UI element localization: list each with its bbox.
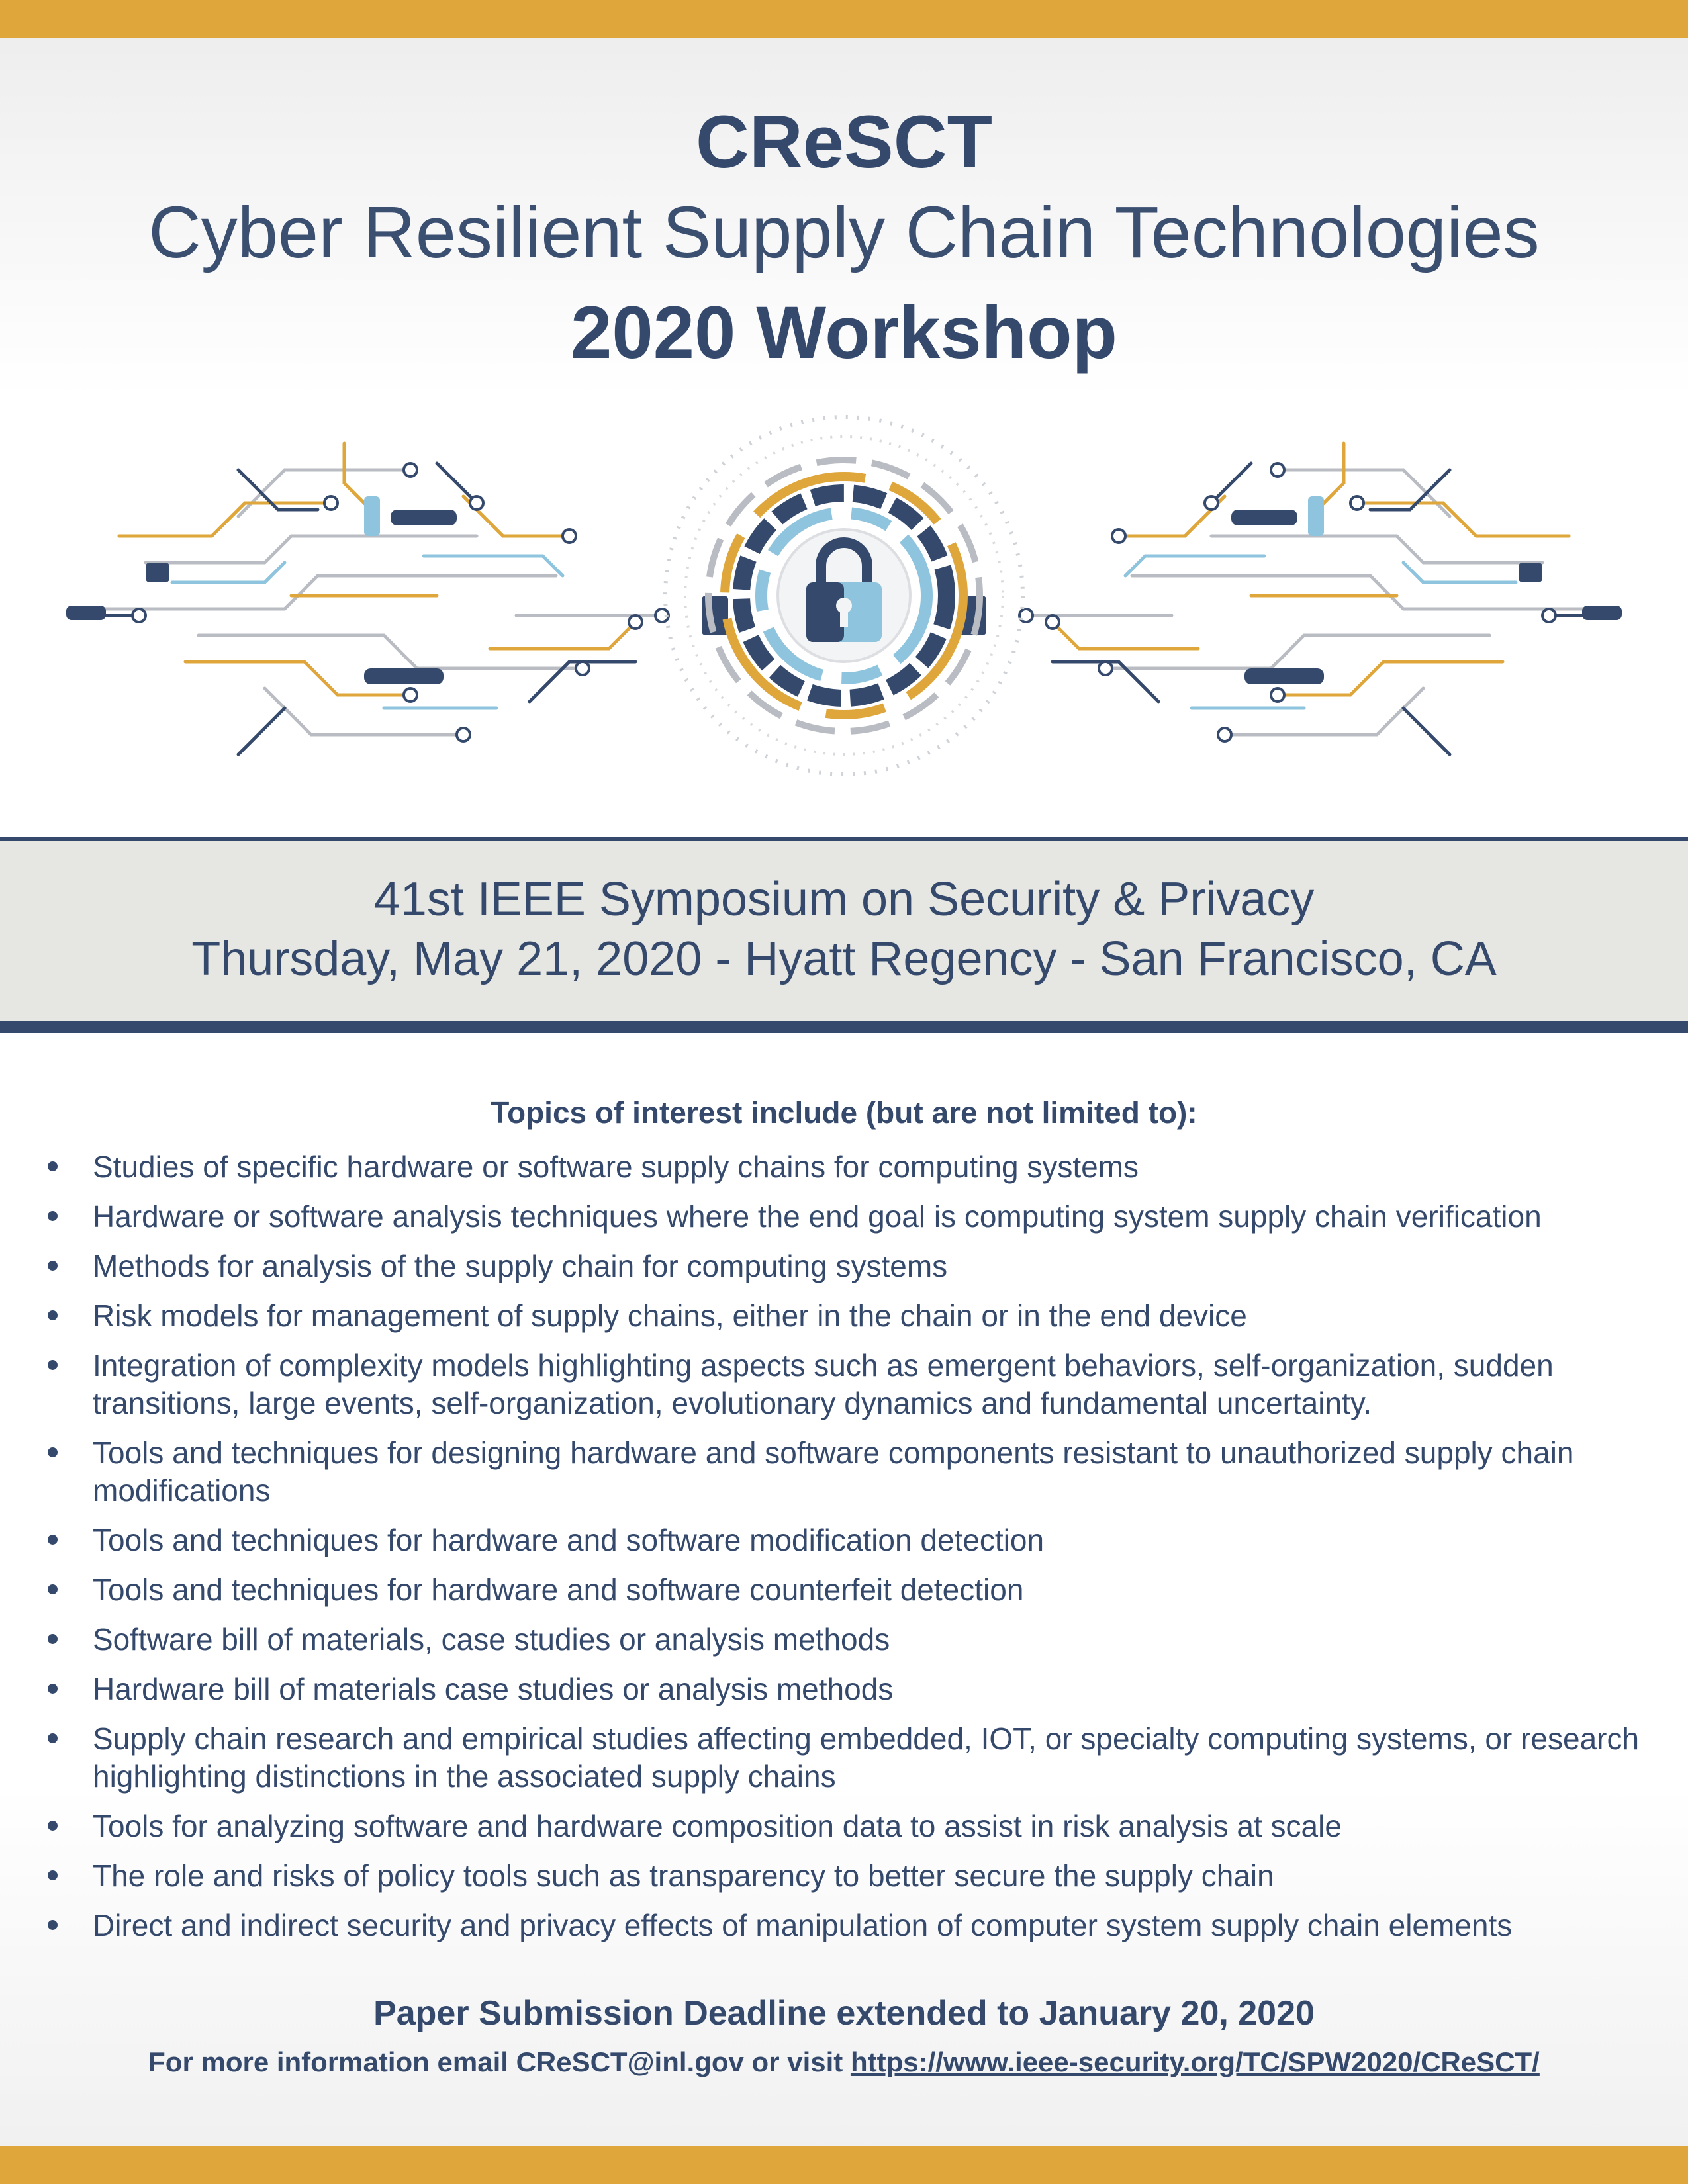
topic-text: Tools for analyzing software and hardware composition data to assist in risk analysis at scale [93, 1809, 1342, 1843]
bullet-icon [48, 1821, 58, 1831]
topic-text: Integration of complexity models highlighting aspects such as emergent behaviors, self-organization, sudden transitions, large events, self-organization, evolutionary dynamics and fundamental uncertainty. [93, 1348, 1554, 1420]
topic-text: Tools and techniques for hardware and software counterfeit detection [93, 1572, 1024, 1607]
bullet-icon [48, 1684, 58, 1694]
bullet-icon [48, 1733, 58, 1743]
banner-bottom-rule [0, 1021, 1688, 1033]
list-item [40, 1522, 1648, 1559]
bullet-icon [48, 1535, 58, 1545]
list-item [40, 1248, 1648, 1285]
bullet-icon [48, 1584, 58, 1594]
symposium-name: 41st IEEE Symposium on Security & Privacy [373, 873, 1315, 926]
topic-text: Methods for analysis of the supply chain for computing systems [93, 1249, 948, 1283]
top-accent-bar [0, 0, 1688, 38]
list-item [40, 1807, 1648, 1845]
bullet-icon [48, 1261, 58, 1271]
topic-text: Risk models for management of supply chains, either in the chain or in the end device [93, 1298, 1247, 1333]
bullet-icon [48, 1161, 58, 1171]
workshop-event-title: 2020 Workshop [571, 291, 1117, 374]
list-item [40, 1907, 1648, 1944]
list-item [40, 1347, 1648, 1422]
topic-text: Tools and techniques for designing hardware and software components resistant to unauthorized supply chain modifications [93, 1435, 1574, 1508]
topic-text: Supply chain research and empirical studies affecting embedded, IOT, or specialty computing systems, or research highlighting distinctions in the associated supply chains [93, 1721, 1640, 1794]
list-item [40, 1571, 1648, 1609]
bullet-icon [48, 1447, 58, 1457]
workshop-website-link[interactable]: https://www.ieee-security.org/TC/SPW2020/CReSCT/ [850, 2046, 1540, 2077]
bullet-icon [48, 1211, 58, 1221]
topic-text: Tools and techniques for hardware and software modification detection [93, 1523, 1045, 1557]
bullet-icon [48, 1920, 58, 1930]
list-item [40, 1434, 1648, 1510]
contact-info [0, 2046, 1688, 2078]
padlock-circuit-icon [66, 397, 1622, 794]
list-item [40, 1720, 1648, 1796]
bullet-icon [48, 1310, 58, 1320]
list-item [40, 1621, 1648, 1659]
bullet-icon [48, 1634, 58, 1644]
list-item [40, 1148, 1648, 1186]
list-item [40, 1297, 1648, 1335]
workshop-full-name: Cyber Resilient Supply Chain Technologies [148, 192, 1540, 273]
topics-list [40, 1148, 1648, 1956]
submission-deadline: Paper Submission Deadline extended to January 20, 2020 [373, 1994, 1315, 2032]
bullet-icon [48, 1870, 58, 1880]
topic-text: Studies of specific hardware or software supply chains for computing systems [93, 1150, 1139, 1184]
list-item [40, 1670, 1648, 1708]
bottom-accent-bar [0, 2146, 1688, 2184]
topic-text: Hardware or software analysis techniques where the end goal is computing system supply chain verification [93, 1199, 1542, 1234]
event-banner [0, 841, 1688, 1021]
topic-text: The role and risks of policy tools such as transparency to better secure the supply chain [93, 1858, 1274, 1893]
contact-text: For more information email CReSCT@inl.gov or visit [148, 2046, 851, 2077]
topics-heading: Topics of interest include (but are not limited to): [491, 1095, 1197, 1130]
topic-text: Hardware bill of materials case studies or analysis methods [93, 1672, 894, 1706]
workshop-acronym: CReSCT [695, 101, 993, 183]
bullet-icon [48, 1360, 58, 1370]
event-date-location: Thursday, May 21, 2020 - Hyatt Regency - San Francisco, CA [191, 933, 1497, 985]
topic-text: Direct and indirect security and privacy effects of manipulation of computer system supply chain elements [93, 1908, 1513, 1942]
topic-text: Software bill of materials, case studies or analysis methods [93, 1622, 890, 1657]
list-item [40, 1198, 1648, 1236]
list-item [40, 1857, 1648, 1895]
